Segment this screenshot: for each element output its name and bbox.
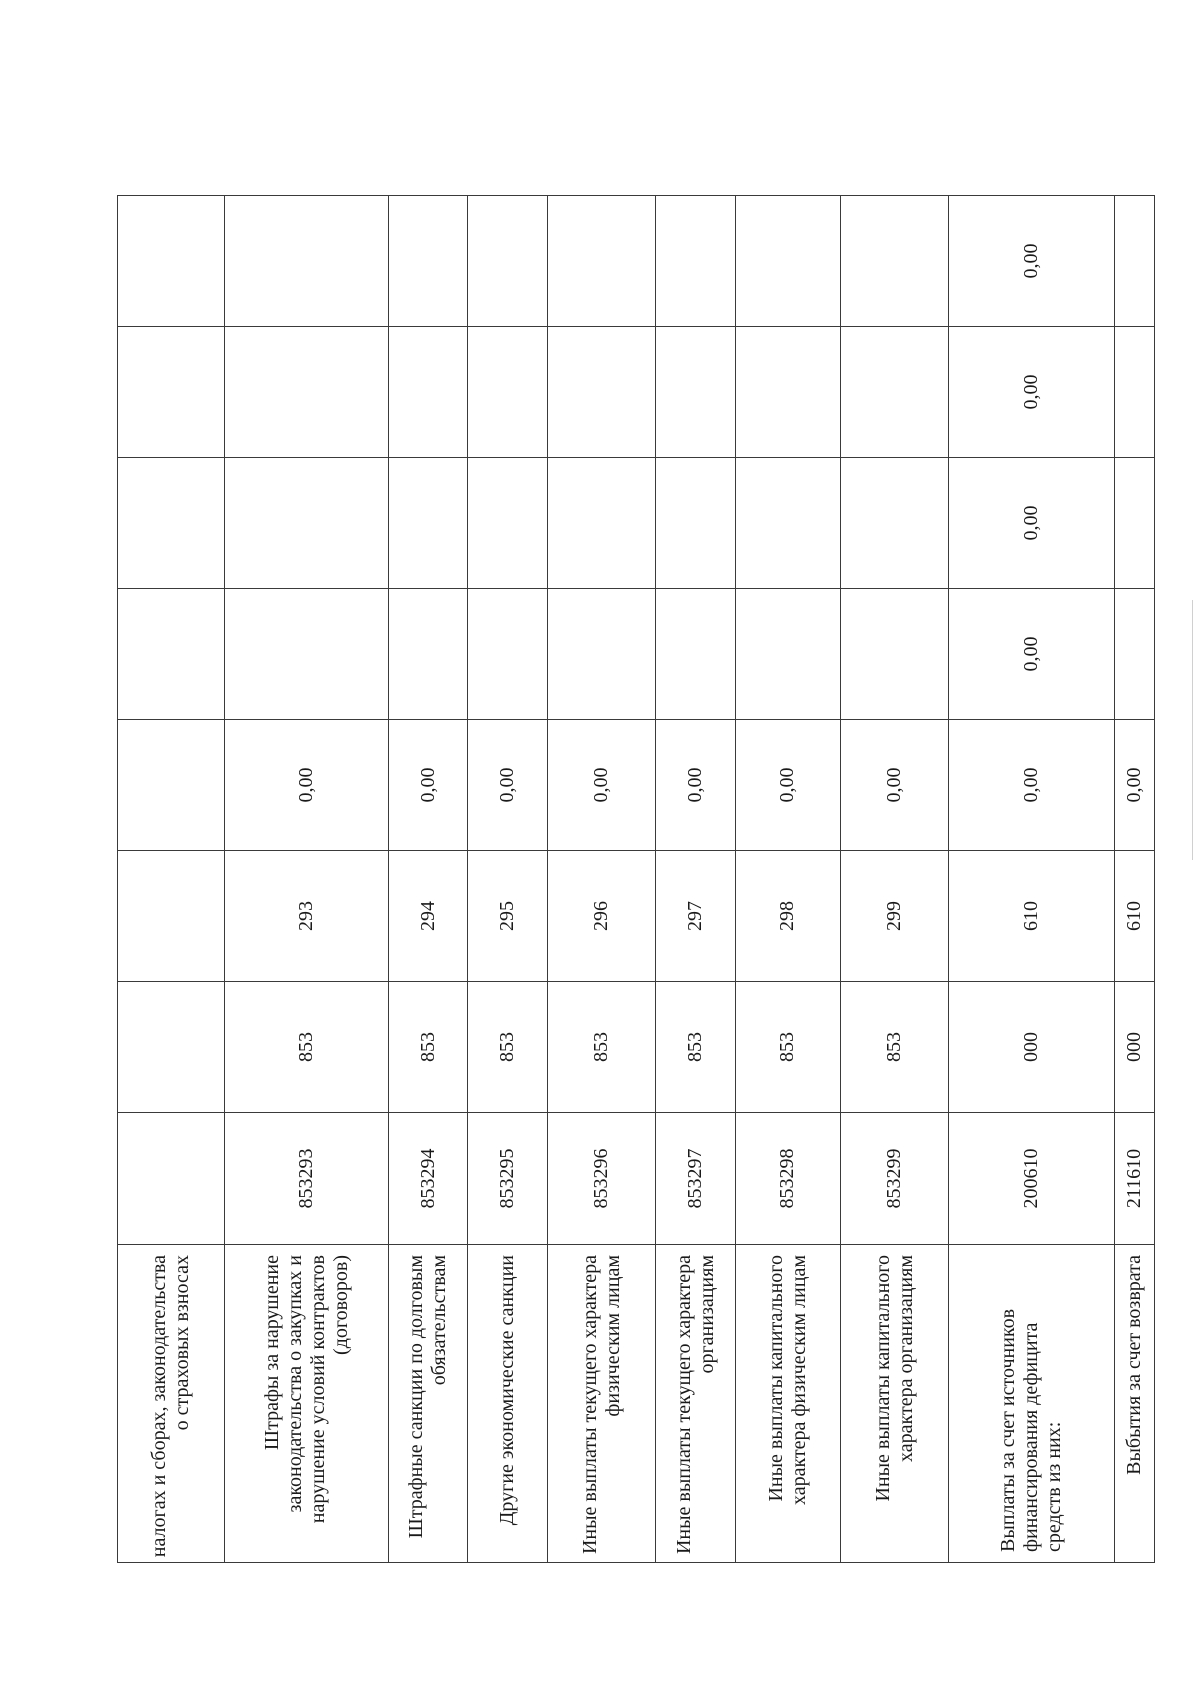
row-value-3: 0,00: [949, 458, 1115, 589]
row-value-1: 0,00: [1115, 720, 1155, 851]
row-value-5: [118, 196, 225, 327]
finance-table: [117, 195, 1155, 1563]
row-code: [118, 1113, 225, 1245]
row-value-1: 0,00: [548, 720, 656, 851]
row-kvr: 000: [1115, 982, 1155, 1113]
row-value-1: 0,00: [225, 720, 389, 851]
row-kvr: 853: [656, 982, 736, 1113]
row-name: Другие экономические санкции: [468, 1245, 548, 1563]
row-code: 853296: [548, 1113, 656, 1245]
row-value-3: [388, 458, 468, 589]
row-kvr: 000: [949, 982, 1115, 1113]
row-code: 853299: [840, 1113, 948, 1245]
row-value-4: [468, 327, 548, 458]
row-name: Иные выплаты капитального характера организациям: [840, 1245, 948, 1563]
row-value-5: [840, 196, 948, 327]
table-row: [1115, 196, 1155, 1563]
row-value-2: [656, 589, 736, 720]
row-value-3: [735, 458, 840, 589]
table-row: [840, 196, 948, 1563]
table-row: [118, 196, 225, 1563]
row-value-2: [225, 589, 389, 720]
row-code: 853295: [468, 1113, 548, 1245]
row-name: Иные выплаты текущего характера организациям: [656, 1245, 736, 1563]
row-value-5: [388, 196, 468, 327]
row-value-1: 0,00: [735, 720, 840, 851]
row-name: налогах и сборах, законодательства о страховых взносах: [118, 1245, 225, 1563]
row-value-2: [735, 589, 840, 720]
row-value-4: [840, 327, 948, 458]
row-value-3: [118, 458, 225, 589]
row-kosgu: 610: [1115, 851, 1155, 982]
row-value-1: 0,00: [949, 720, 1115, 851]
row-value-5: [656, 196, 736, 327]
row-kvr: 853: [468, 982, 548, 1113]
row-kvr: 853: [388, 982, 468, 1113]
row-value-3: [840, 458, 948, 589]
row-value-4: [656, 327, 736, 458]
table-row: [468, 196, 548, 1563]
row-kvr: 853: [225, 982, 389, 1113]
row-value-5: [468, 196, 548, 327]
table-row: [548, 196, 656, 1563]
row-value-4: [118, 327, 225, 458]
row-code: 853294: [388, 1113, 468, 1245]
row-kosgu: 294: [388, 851, 468, 982]
row-value-2: [548, 589, 656, 720]
row-value-3: [656, 458, 736, 589]
row-kvr: 853: [548, 982, 656, 1113]
row-value-4: [225, 327, 389, 458]
row-value-1: 0,00: [840, 720, 948, 851]
row-name: Иные выплаты капитального характера физическим лицам: [735, 1245, 840, 1563]
table-row: [225, 196, 389, 1563]
row-code: 853297: [656, 1113, 736, 1245]
row-kosgu: 299: [840, 851, 948, 982]
row-kvr: [118, 982, 225, 1113]
row-code: 200610: [949, 1113, 1115, 1245]
row-value-4: 0,00: [949, 327, 1115, 458]
row-value-4: [1115, 327, 1155, 458]
row-kvr: 853: [735, 982, 840, 1113]
row-kosgu: 610: [949, 851, 1115, 982]
page-edge-line: [1192, 600, 1193, 860]
row-value-2: [388, 589, 468, 720]
row-name: Выплаты за счет источников финансирования дефицита средств из них:: [949, 1245, 1115, 1563]
row-value-3: [1115, 458, 1155, 589]
table-row: [388, 196, 468, 1563]
row-value-3: [468, 458, 548, 589]
row-value-1: 0,00: [468, 720, 548, 851]
row-value-2: [468, 589, 548, 720]
row-value-4: [735, 327, 840, 458]
row-value-4: [548, 327, 656, 458]
row-code: 211610: [1115, 1113, 1155, 1245]
row-kosgu: 297: [656, 851, 736, 982]
row-code: 853298: [735, 1113, 840, 1245]
row-value-1: [118, 720, 225, 851]
row-kosgu: [118, 851, 225, 982]
row-kosgu: 296: [548, 851, 656, 982]
row-value-1: 0,00: [656, 720, 736, 851]
row-kosgu: 295: [468, 851, 548, 982]
table-row: [949, 196, 1115, 1563]
row-name: Штрафные санкции по долговым обязательствам: [388, 1245, 468, 1563]
row-value-5: 0,00: [949, 196, 1115, 327]
rotated-page: [117, 200, 1155, 1563]
row-name: Выбытия за счет возврата: [1115, 1245, 1155, 1563]
row-name: Штрафы за нарушение законодательства о закупках и нарушение условий контрактов (договоров): [225, 1245, 389, 1563]
row-kosgu: 293: [225, 851, 389, 982]
row-value-3: [548, 458, 656, 589]
row-value-3: [225, 458, 389, 589]
row-value-2: [840, 589, 948, 720]
row-kvr: 853: [840, 982, 948, 1113]
row-value-2: 0,00: [949, 589, 1115, 720]
row-name: Иные выплаты текущего характера физическим лицам: [548, 1245, 656, 1563]
row-value-5: [735, 196, 840, 327]
row-code: 853293: [225, 1113, 389, 1245]
row-value-5: [1115, 196, 1155, 327]
row-value-5: [548, 196, 656, 327]
table-row: [735, 196, 840, 1563]
row-value-2: [1115, 589, 1155, 720]
row-value-2: [118, 589, 225, 720]
row-value-5: [225, 196, 389, 327]
row-value-4: [388, 327, 468, 458]
row-value-1: 0,00: [388, 720, 468, 851]
table-row: [656, 196, 736, 1563]
row-kosgu: 298: [735, 851, 840, 982]
